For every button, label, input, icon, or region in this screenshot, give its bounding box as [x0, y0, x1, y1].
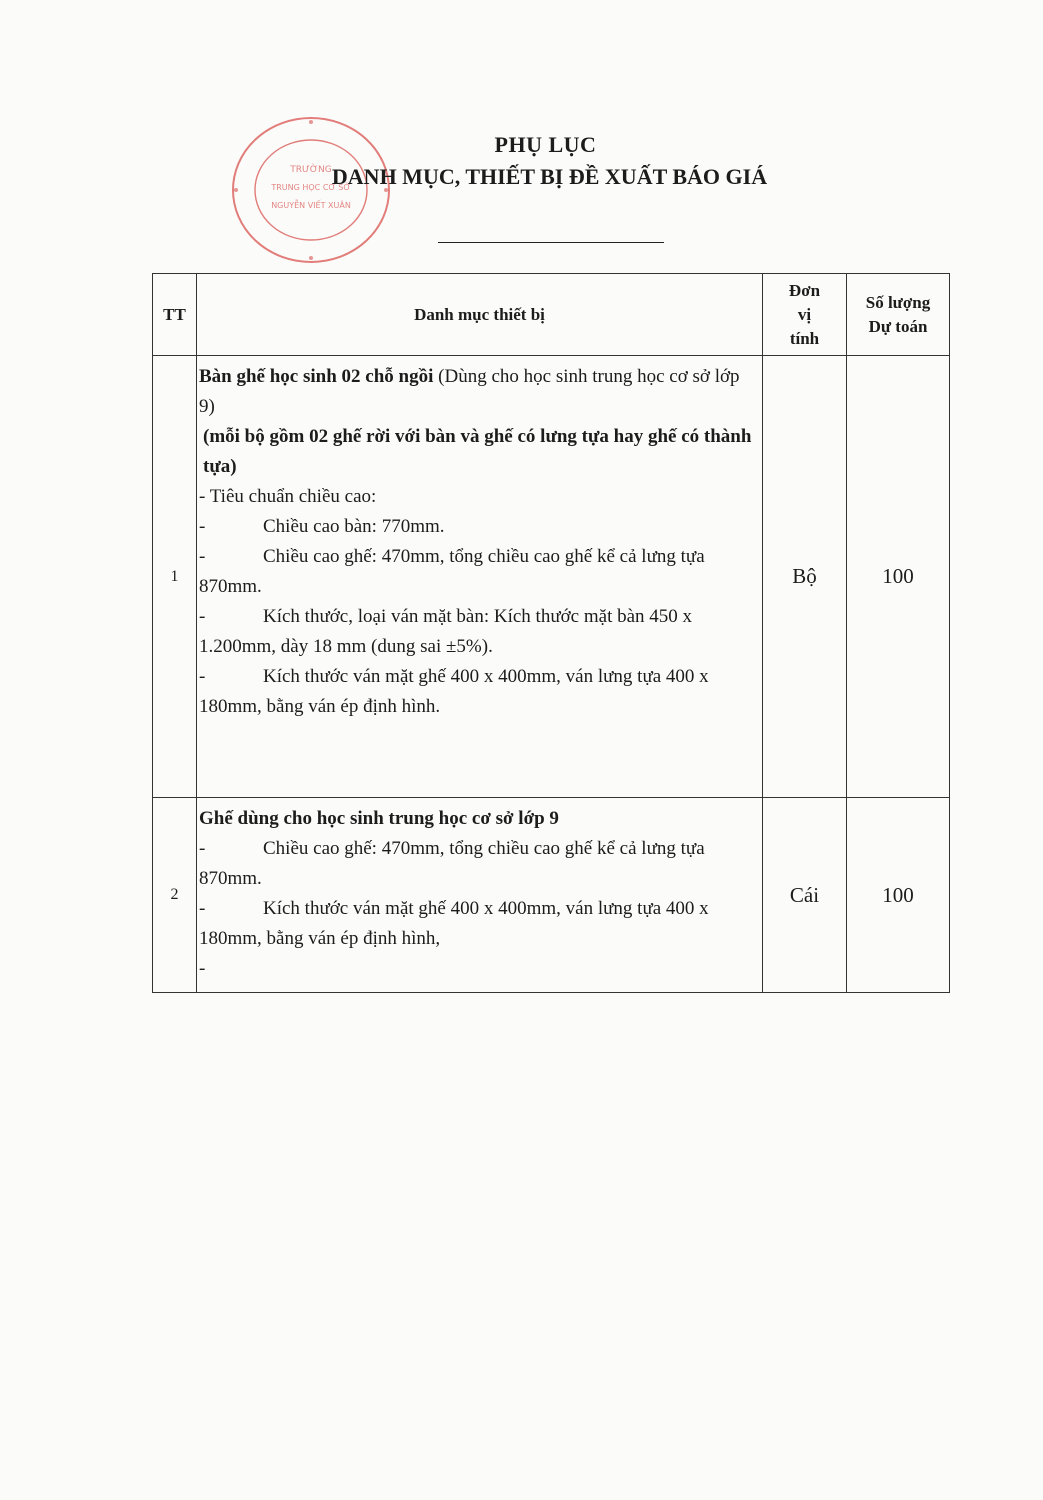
header-tt: TT: [153, 274, 197, 356]
spec-line: Kích thước ván mặt ghế 400 x 400mm, ván lưng tựa 400 x 180mm, bằng ván ép định hình,: [199, 898, 709, 949]
header-item-name: Danh mục thiết bị: [197, 274, 763, 356]
item-title: Bàn ghế học sinh 02 chỗ ngồi: [199, 366, 434, 387]
item-description: Ghế dùng cho học sinh trung học cơ sở lớp 9 - Chiều cao ghế: 470mm, tổng chiều cao ghế kể cả lưng tựa 870mm. - Kích thước ván mặt ghế 400 x 400mm, ván lưng tựa 400 x 180mm, bằng ván ép định hình, -: [197, 798, 763, 993]
title-underline: [438, 242, 664, 243]
header-unit: Đơn vị tính: [763, 274, 847, 356]
document-subtitle: DANH MỤC, THIẾT BỊ ĐỀ XUẤT BÁO GIÁ: [331, 164, 768, 189]
table-row: [153, 356, 950, 798]
stamp-line-3: NGUYỄN VIẾT XUÂN: [271, 201, 351, 210]
spec-line: Kích thước, loại ván mặt bàn: Kích thước mặt bàn 450 x 1.200mm, dày 18 mm (dung sai ±5%).: [199, 606, 693, 657]
quantity-value: 100: [847, 356, 950, 798]
row-number: 2: [153, 798, 197, 993]
table-row: [153, 798, 950, 993]
unit-value: Bộ: [763, 356, 847, 798]
spec-line: - Tiêu chuẩn chiều cao:: [199, 486, 377, 507]
stamp-line-1: TRƯỜNG: [290, 165, 332, 175]
spec-line: Chiều cao ghế: 470mm, tổng chiều cao ghế kể cả lưng tựa 870mm.: [199, 546, 705, 597]
header-quantity: Số lượng Dự toán: [847, 274, 950, 356]
spec-line: Kích thước ván mặt ghế 400 x 400mm, ván lưng tựa 400 x 180mm, bằng ván ép định hình.: [199, 666, 709, 717]
spec-line: Chiều cao ghế: 470mm, tổng chiều cao ghế kể cả lưng tựa 870mm.: [199, 838, 705, 889]
unit-value: Cái: [763, 798, 847, 993]
spec-line: Chiều cao bàn: 770mm.: [263, 516, 445, 537]
document-header: [0, 132, 1043, 190]
stamp-line-2: TRUNG HỌC CƠ SỞ: [271, 183, 351, 192]
row-number: 1: [153, 356, 197, 798]
item-title: Ghế dùng cho học sinh trung học cơ sở lớp 9: [199, 808, 559, 829]
item-title-note: (Dùng cho học sinh trung học cơ sở lớp 9): [199, 366, 740, 417]
document-title: PHỤ LỤC: [494, 132, 597, 157]
table-header-row: [153, 274, 950, 356]
quantity-value: 100: [847, 798, 950, 993]
equipment-table: [152, 273, 950, 993]
item-subtitle: (mỗi bộ gồm 02 ghế rời với bàn và ghế có lưng tựa hay ghế có thành tựa): [203, 426, 752, 477]
item-description: Bàn ghế học sinh 02 chỗ ngồi (Dùng cho học sinh trung học cơ sở lớp 9) (mỗi bộ gồm 02 ghế rời với bàn và ghế có lưng tựa hay ghế có thành tựa) - Tiêu chuẩn chiều cao: - Chiều cao bàn: 770mm. - Chiều cao ghế: 470mm, tổng chiều cao ghế kể cả lưng tựa 870mm. - Kích thước, loại ván mặt bàn: Kích thước mặt bàn 450 x 1.200mm, dày 18 mm (dung sai ±5%). - Kích thước ván mặt ghế 400 x 400mm, ván lưng tựa 400 x 180mm, bằng ván ép định hình.: [197, 356, 763, 798]
